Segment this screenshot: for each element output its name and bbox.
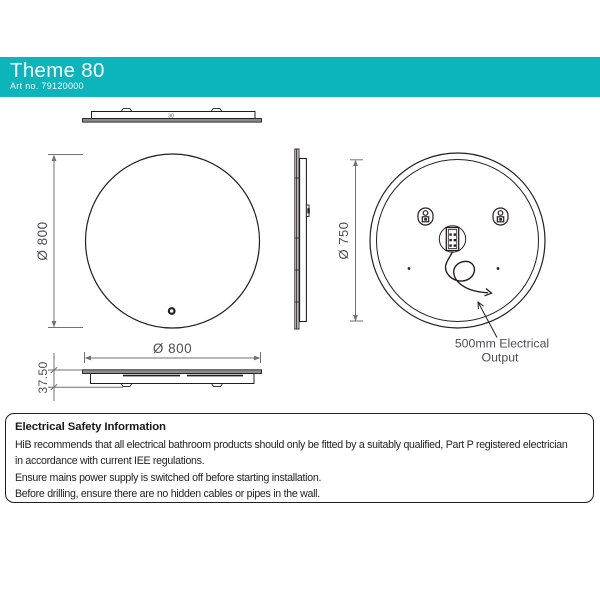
top-view [83, 109, 262, 123]
mirror-glass-edge [83, 370, 262, 374]
mirror-outline [86, 154, 260, 328]
dim-front-width [85, 341, 261, 363]
fixing-dot-left [408, 267, 411, 270]
dim-rear-height [336, 160, 363, 322]
led-strip [123, 375, 180, 377]
led-strip [187, 375, 243, 377]
cable-output-note [455, 302, 549, 365]
keyhole-bracket-left [418, 208, 433, 225]
fixing-dot-right [497, 267, 500, 270]
backing-box-profile [300, 159, 307, 322]
safety-line: Before drilling, ensure there are no hidden cables or pipes in the wall. [15, 488, 320, 501]
safety-line: HiB recommends that all electrical bathroom products should only be fitted by a suitably qualified, Part P registered electrician [15, 439, 568, 451]
safety-line: in accordance with current IEE regulations. [15, 455, 205, 468]
bottom-view [83, 370, 262, 387]
safety-title: Electrical Safety Information [15, 421, 166, 433]
keyhole-bracket-right [493, 208, 508, 225]
arrowhead [254, 356, 261, 361]
safety-info-box [5, 413, 594, 503]
bracket-tab-detail [307, 208, 309, 213]
touch-sensor [169, 308, 175, 314]
dim-label: Ø 800 [152, 341, 193, 356]
cable-note-line1: 500mm Electrical [454, 336, 550, 351]
junction-box [439, 226, 465, 252]
electrical-cable [446, 252, 489, 293]
arrowhead [52, 155, 57, 162]
side-view [295, 149, 310, 329]
top-depth-label: 30 [168, 113, 174, 120]
dim-label: 37.50 [36, 361, 50, 394]
article-number: Art no. 79120000 [10, 81, 84, 91]
mounting-bracket-bump [121, 384, 132, 387]
safety-line: Ensure mains power supply is switched off before starting installation. [15, 471, 322, 484]
front-view [86, 154, 260, 328]
dim-label: Ø 800 [35, 221, 50, 261]
dim-front-height [35, 155, 83, 328]
product-title: Theme 80 [10, 59, 105, 82]
rear-view [370, 153, 545, 328]
arrowhead [52, 321, 57, 328]
cable-note-line2: Output [481, 350, 519, 365]
dim-label: Ø 750 [336, 221, 351, 260]
arrowhead [85, 356, 92, 361]
arrowhead [353, 160, 358, 167]
mounting-bracket-bump [212, 384, 223, 387]
